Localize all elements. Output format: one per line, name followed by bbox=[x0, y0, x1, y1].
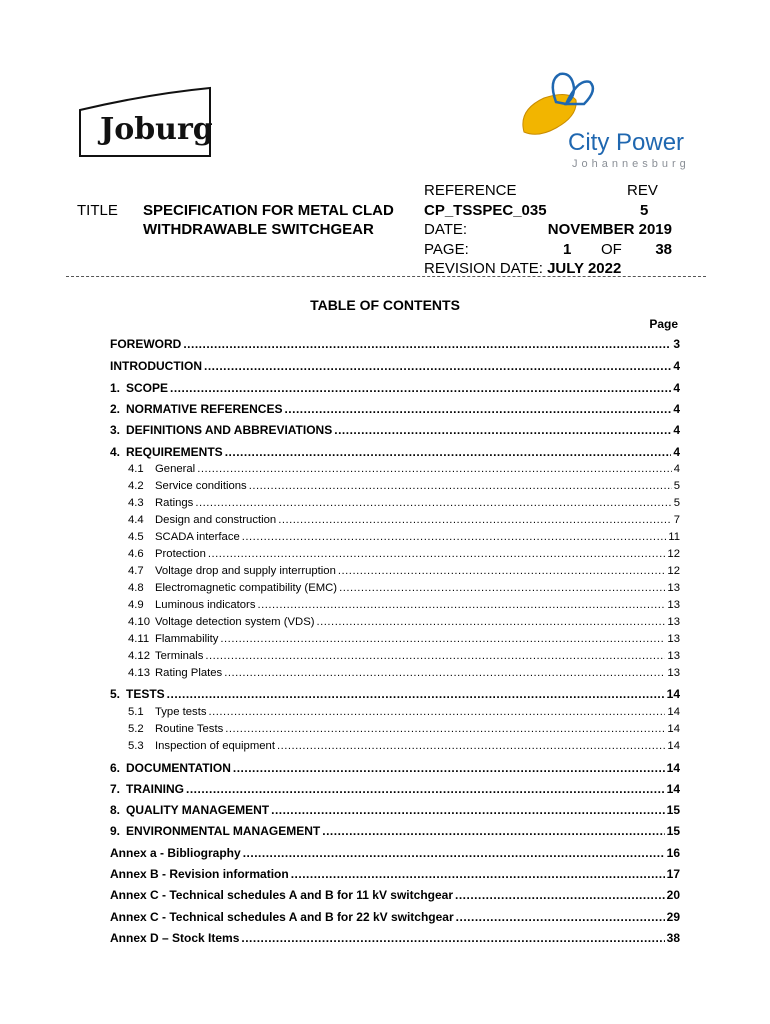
toc-entry-text: SCADA interface bbox=[155, 531, 240, 543]
toc-entry-number: 4.5 bbox=[128, 531, 144, 543]
city-power-logo bbox=[516, 70, 696, 170]
toc-entry-page: 13 bbox=[667, 633, 680, 645]
toc-entry[interactable] bbox=[110, 867, 680, 882]
toc-dot-leader bbox=[208, 547, 666, 562]
toc-entry[interactable] bbox=[110, 888, 680, 903]
toc-entry-page: 29 bbox=[666, 910, 680, 924]
toc-entry-text: TESTS bbox=[126, 687, 165, 701]
joburg-logo-text: Joburg bbox=[100, 112, 212, 147]
toc-entry-label bbox=[128, 462, 195, 477]
header-divider bbox=[66, 276, 706, 277]
toc-entry-text: REQUIREMENTS bbox=[126, 445, 223, 459]
toc-entry-text: Ratings bbox=[155, 497, 194, 509]
toc-dot-leader bbox=[249, 479, 672, 494]
toc-dot-leader bbox=[338, 564, 666, 579]
toc-entry[interactable] bbox=[128, 496, 680, 511]
toc-entry[interactable] bbox=[110, 910, 680, 925]
toc-entry-number: 8. bbox=[110, 803, 121, 817]
page-value: 1 bbox=[563, 240, 572, 258]
toc-entry-page: 7 bbox=[673, 514, 680, 526]
toc-dot-leader bbox=[195, 496, 671, 511]
toc-entry[interactable] bbox=[128, 564, 680, 579]
toc-dot-leader bbox=[334, 423, 671, 438]
title-line-1: SPECIFICATION FOR METAL CLAD bbox=[143, 202, 394, 219]
toc-entry-number: 4.13 bbox=[128, 667, 150, 679]
toc-entry-page: 13 bbox=[667, 599, 680, 611]
toc-entry-label bbox=[110, 359, 202, 374]
toc-entry[interactable] bbox=[128, 615, 680, 630]
toc-entry-label bbox=[128, 632, 218, 647]
toc-dot-leader bbox=[224, 666, 665, 681]
toc-entry-text: Voltage detection system (VDS) bbox=[155, 616, 315, 628]
toc-entry-page: 4 bbox=[673, 423, 680, 437]
toc-title: TABLE OF CONTENTS bbox=[310, 297, 460, 313]
toc-dot-leader bbox=[284, 402, 671, 417]
toc-entry-page: 14 bbox=[667, 740, 680, 752]
toc-entry[interactable] bbox=[128, 547, 680, 562]
toc-entry-text: NORMATIVE REFERENCES bbox=[126, 402, 283, 416]
toc-entry-text: QUALITY MANAGEMENT bbox=[126, 803, 270, 817]
toc-entry-page: 14 bbox=[667, 706, 680, 718]
toc-entry-number: 4.1 bbox=[128, 463, 144, 475]
revision-date-label: REVISION DATE: bbox=[424, 260, 543, 277]
toc-dot-leader bbox=[339, 581, 665, 596]
toc-entry-text: General bbox=[155, 463, 196, 475]
toc-dot-leader bbox=[317, 615, 666, 630]
toc-entry[interactable] bbox=[128, 479, 680, 494]
toc-entry-label bbox=[128, 598, 255, 613]
toc-entry[interactable] bbox=[110, 846, 680, 861]
toc-entry-page: 15 bbox=[666, 824, 680, 838]
toc-entry[interactable] bbox=[128, 513, 680, 528]
reference-block bbox=[424, 181, 672, 279]
toc-entry[interactable] bbox=[128, 666, 680, 681]
toc-entry[interactable] bbox=[110, 824, 680, 839]
toc-entry-label bbox=[128, 564, 336, 579]
reference-label: REFERENCE bbox=[424, 182, 517, 199]
toc-dot-leader bbox=[455, 888, 665, 903]
toc-entry-number: 1. bbox=[110, 381, 121, 395]
toc-entry-page: 17 bbox=[666, 867, 680, 881]
toc-entry-text: SCOPE bbox=[126, 381, 169, 395]
of-label: OF bbox=[601, 240, 622, 258]
toc-entry-number: 4.3 bbox=[128, 497, 144, 509]
joburg-logo bbox=[78, 86, 212, 158]
toc-entry-page: 14 bbox=[667, 723, 680, 735]
toc-entry-number: 6. bbox=[110, 761, 121, 775]
revision-date-value: JULY 2022 bbox=[547, 260, 622, 277]
date-label: DATE: bbox=[424, 221, 468, 238]
toc-dot-leader bbox=[204, 359, 671, 374]
toc-dot-leader bbox=[225, 722, 665, 737]
toc-entry-label bbox=[128, 739, 275, 754]
page-total: 38 bbox=[655, 240, 672, 258]
toc-dot-leader bbox=[257, 598, 665, 613]
toc-entry-page: 4 bbox=[673, 402, 680, 416]
toc-entry-label bbox=[110, 910, 454, 925]
toc-entry-number: 4. bbox=[110, 445, 121, 459]
toc-entry[interactable] bbox=[110, 337, 680, 352]
toc-entry-label bbox=[110, 824, 320, 839]
toc-entry[interactable] bbox=[128, 462, 680, 477]
toc-entry-text: Rating Plates bbox=[155, 667, 223, 679]
toc-entry-text: FOREWORD bbox=[110, 337, 182, 351]
toc-entry-label bbox=[128, 722, 223, 737]
toc-entry-text: Annex C - Technical schedules A and B for 22 kV switchgear bbox=[110, 910, 454, 924]
toc-entry-page: 4 bbox=[673, 381, 680, 395]
toc-entry-label bbox=[128, 615, 315, 630]
toc-entry[interactable] bbox=[110, 445, 680, 460]
toc-entry[interactable] bbox=[128, 722, 680, 737]
toc-entry[interactable] bbox=[110, 423, 680, 438]
toc-entry-text: INTRODUCTION bbox=[110, 359, 202, 373]
toc-dot-leader bbox=[197, 462, 672, 477]
toc-entry-page: 13 bbox=[667, 667, 680, 679]
rev-label: REV bbox=[627, 182, 658, 199]
toc-dot-leader bbox=[170, 381, 671, 396]
toc-entry-label bbox=[110, 402, 282, 417]
toc-dot-leader bbox=[205, 649, 665, 664]
toc-entry-page: 13 bbox=[667, 650, 680, 662]
toc-entry-text: Type tests bbox=[155, 706, 207, 718]
city-power-name: City Power bbox=[568, 129, 685, 156]
document-title bbox=[143, 201, 394, 239]
toc-entry-number: 4.12 bbox=[128, 650, 150, 662]
toc-entry-page: 5 bbox=[673, 480, 680, 492]
city-power-sub: Johannesburg bbox=[572, 158, 690, 170]
toc-entry-text: Annex C - Technical schedules A and B for 11 kV switchgear bbox=[110, 888, 453, 902]
toc-entry-text: ENVIRONMENTAL MANAGEMENT bbox=[126, 824, 321, 838]
toc-page-header: Page bbox=[649, 317, 678, 331]
toc-entry-label bbox=[128, 581, 337, 596]
toc-entry-text: Routine Tests bbox=[155, 723, 224, 735]
toc-entry[interactable] bbox=[110, 761, 680, 776]
toc-entry[interactable] bbox=[128, 739, 680, 754]
toc-entry-number: 4.9 bbox=[128, 599, 144, 611]
toc-dot-leader bbox=[183, 337, 671, 352]
toc-entry-page: 14 bbox=[666, 782, 680, 796]
toc-entry-number: 7. bbox=[110, 782, 121, 796]
toc-entry-text: Flammability bbox=[155, 633, 219, 645]
toc-entry-text: Service conditions bbox=[155, 480, 247, 492]
toc-dot-leader bbox=[220, 632, 665, 647]
toc-entry-number: 4.4 bbox=[128, 514, 144, 526]
toc-entry[interactable] bbox=[110, 359, 680, 374]
toc-entry-page: 4 bbox=[673, 445, 680, 459]
toc-dot-leader bbox=[271, 803, 665, 818]
toc-entry-page: 4 bbox=[673, 359, 680, 373]
toc-entry-label bbox=[110, 337, 181, 352]
toc-entry-page: 12 bbox=[667, 565, 680, 577]
toc-entry-text: Electromagnetic compatibility (EMC) bbox=[155, 582, 338, 594]
toc-entry-page: 14 bbox=[666, 761, 680, 775]
toc-entry-text: DOCUMENTATION bbox=[126, 761, 231, 775]
toc-entry-text: Annex D – Stock Items bbox=[110, 931, 240, 945]
toc-entry[interactable] bbox=[110, 931, 680, 946]
toc-entry-label bbox=[110, 803, 269, 818]
toc-entry-number: 4.8 bbox=[128, 582, 144, 594]
toc-entry-text: Terminals bbox=[155, 650, 204, 662]
toc-dot-leader bbox=[277, 739, 665, 754]
toc-entry-label bbox=[128, 513, 276, 528]
toc-dot-leader bbox=[243, 846, 665, 861]
toc-entry[interactable] bbox=[128, 649, 680, 664]
toc-entry-label bbox=[128, 547, 206, 562]
toc-entry-text: Inspection of equipment bbox=[155, 740, 275, 752]
toc-entry-number: 4.2 bbox=[128, 480, 144, 492]
toc-entry-page: 13 bbox=[667, 582, 680, 594]
toc-entry-text: Annex B - Revision information bbox=[110, 867, 289, 881]
toc-dot-leader bbox=[225, 445, 672, 460]
toc-entry-label bbox=[128, 496, 193, 511]
toc-dot-leader bbox=[233, 761, 665, 776]
toc-entry-number: 4.11 bbox=[128, 633, 150, 645]
toc-entry[interactable] bbox=[128, 581, 680, 596]
toc-entry-text: TRAINING bbox=[126, 782, 184, 796]
toc-entry-text: Design and construction bbox=[155, 514, 277, 526]
toc-entry[interactable] bbox=[110, 687, 680, 702]
toc-dot-leader bbox=[167, 687, 665, 702]
toc-entry[interactable] bbox=[128, 632, 680, 647]
toc-entry-page: 14 bbox=[666, 687, 680, 701]
toc-entry-text: Protection bbox=[155, 548, 206, 560]
toc-entry-text: DEFINITIONS AND ABBREVIATIONS bbox=[126, 423, 333, 437]
toc-entry-page: 11 bbox=[668, 531, 680, 543]
toc-entry-label bbox=[128, 649, 203, 664]
toc-entry-text: Luminous indicators bbox=[155, 599, 256, 611]
rev-value: 5 bbox=[640, 201, 649, 219]
toc-dot-leader bbox=[186, 782, 665, 797]
title-line-2: WITHDRAWABLE SWITCHGEAR bbox=[143, 221, 374, 238]
toc-dot-leader bbox=[456, 910, 665, 925]
toc-entry-label bbox=[110, 445, 223, 460]
toc-entry-label bbox=[110, 761, 231, 776]
toc-entry-label bbox=[110, 782, 184, 797]
toc-entry-text: Annex a - Bibliography bbox=[110, 846, 241, 860]
toc-entry[interactable] bbox=[110, 782, 680, 797]
toc-entry-page: 38 bbox=[666, 931, 680, 945]
toc-entry-page: 5 bbox=[673, 497, 680, 509]
toc-entry-label bbox=[110, 423, 332, 438]
toc-entry-number: 4.10 bbox=[128, 616, 150, 628]
toc-dot-leader bbox=[278, 513, 672, 528]
toc-entry-number: 3. bbox=[110, 423, 121, 437]
toc-entry[interactable] bbox=[110, 803, 680, 818]
title-label: TITLE bbox=[77, 202, 118, 219]
toc-entry-label bbox=[110, 931, 239, 946]
toc-dot-leader bbox=[322, 824, 664, 839]
toc-entry[interactable] bbox=[110, 381, 680, 396]
date-value: NOVEMBER 2019 bbox=[547, 221, 672, 238]
toc-entry[interactable] bbox=[110, 402, 680, 417]
toc-entry-number: 4.7 bbox=[128, 565, 144, 577]
toc-dot-leader bbox=[241, 931, 664, 946]
toc-entry-label bbox=[128, 705, 207, 720]
toc-entry[interactable] bbox=[128, 598, 680, 613]
toc-entry-page: 3 bbox=[673, 337, 680, 351]
reference-value: CP_TSSPEC_035 bbox=[424, 201, 547, 219]
toc-dot-leader bbox=[291, 867, 665, 882]
toc-entry-label bbox=[110, 888, 453, 903]
toc-entry[interactable] bbox=[128, 705, 680, 720]
toc-entry-page: 12 bbox=[667, 548, 680, 560]
toc-entry-number: 5.1 bbox=[128, 706, 144, 718]
toc-entry-page: 20 bbox=[666, 888, 680, 902]
toc-dot-leader bbox=[242, 530, 667, 545]
toc-entry-number: 2. bbox=[110, 402, 121, 416]
toc-entry-number: 5. bbox=[110, 687, 121, 701]
toc-entry-label bbox=[110, 381, 168, 396]
toc-entry-number: 5.2 bbox=[128, 723, 144, 735]
toc-entry-label bbox=[128, 530, 240, 545]
toc-entry-page: 16 bbox=[666, 846, 680, 860]
toc-entry-number: 9. bbox=[110, 824, 121, 838]
toc-entry-page: 15 bbox=[666, 803, 680, 817]
toc-entry[interactable] bbox=[128, 530, 680, 545]
toc-entry-page: 4 bbox=[673, 463, 680, 475]
toc-entry-text: Voltage drop and supply interruption bbox=[155, 565, 336, 577]
toc-entry-number: 4.6 bbox=[128, 548, 144, 560]
toc-entry-label bbox=[128, 479, 247, 494]
toc-entry-label bbox=[110, 687, 165, 702]
toc-dot-leader bbox=[209, 705, 666, 720]
toc-entry-page: 13 bbox=[667, 616, 680, 628]
toc-entry-label bbox=[110, 867, 289, 882]
toc-entry-number: 5.3 bbox=[128, 740, 144, 752]
page-label: PAGE: bbox=[424, 240, 469, 258]
toc-entry-label bbox=[110, 846, 241, 861]
toc-entry-label bbox=[128, 666, 222, 681]
